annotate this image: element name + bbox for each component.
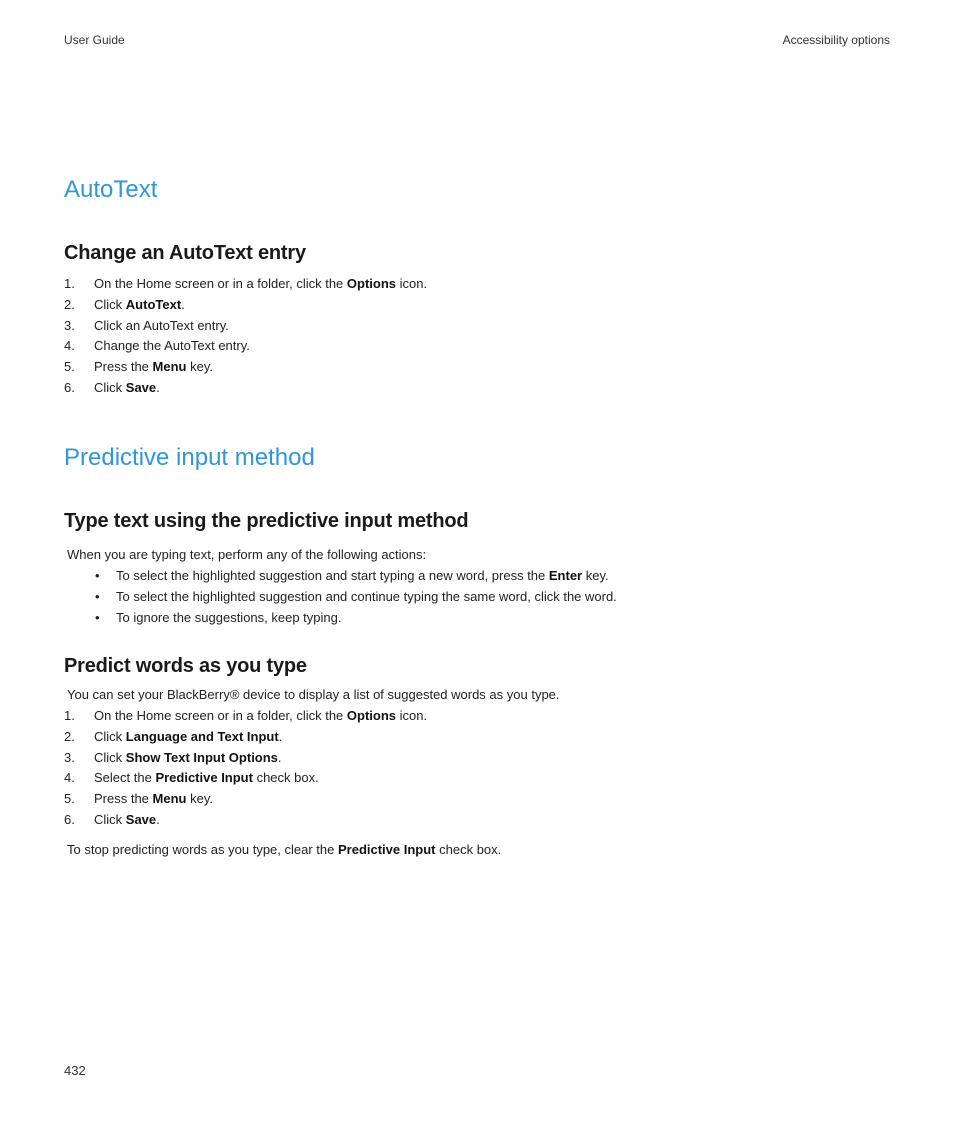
- list-item: [64, 810, 427, 831]
- step-text: On the Home screen or in a folder, click the: [94, 276, 347, 291]
- step-text-end: icon.: [396, 708, 428, 723]
- note-stop-predicting: [67, 840, 501, 861]
- step-bold-term: Language and Text Input: [125, 728, 279, 744]
- bullet-text-end: key.: [582, 568, 609, 583]
- step-text-end: .: [156, 379, 160, 395]
- step-bold-term: Menu: [152, 791, 187, 807]
- step-text: Press the: [94, 359, 153, 375]
- list-item: [64, 357, 427, 378]
- step-text: Click: [94, 379, 126, 395]
- step-text-end: .: [156, 811, 160, 827]
- step-bold-term: Options: [346, 708, 397, 723]
- list-item: [64, 295, 427, 316]
- step-text: Click: [94, 728, 126, 744]
- step-text: Change the AutoText entry.: [94, 338, 250, 354]
- step-bold-term: Options: [346, 276, 397, 291]
- step-number: 6.: [64, 811, 75, 827]
- list-item: [64, 706, 427, 727]
- heading-autotext: AutoText: [64, 176, 158, 203]
- running-header-section: Accessibility options: [782, 33, 890, 47]
- list-item: [64, 378, 427, 399]
- step-text-end: check box.: [252, 770, 319, 786]
- page-number: 432: [64, 1063, 86, 1078]
- bullet-icon: •: [95, 609, 100, 625]
- step-text-end: icon.: [396, 276, 428, 291]
- note-bold: Predictive Input: [337, 842, 436, 857]
- step-text-end: .: [277, 749, 282, 765]
- list-item: [64, 789, 427, 810]
- list-item: [95, 587, 617, 608]
- bullet-bold-term: Enter: [548, 568, 583, 583]
- step-number: 4.: [64, 338, 75, 354]
- list-item: [64, 727, 427, 748]
- step-number: 5.: [64, 791, 75, 807]
- note-text-end: check box.: [435, 842, 502, 857]
- intro-predict-words: You can set your BlackBerry® device to display a list of suggested words as you type.: [67, 687, 560, 702]
- steps-change-autotext: [64, 274, 427, 399]
- step-number: 2.: [64, 296, 75, 312]
- step-text: Press the: [94, 791, 153, 807]
- heading-predictive-input-method: Predictive input method: [64, 444, 315, 471]
- running-header-title: User Guide: [64, 33, 125, 47]
- list-item: [95, 566, 617, 587]
- list-item: [64, 274, 427, 295]
- intro-type-text: When you are typing text, perform any of the following actions:: [67, 547, 427, 562]
- step-text: Click: [94, 811, 126, 827]
- bullet-text: To select the highlighted suggestion and start typing a new word, press the: [116, 568, 549, 583]
- step-number: 5.: [64, 359, 75, 375]
- heading-type-text-predictive: Type text using the predictive input method: [64, 510, 469, 532]
- step-number: 1.: [64, 276, 75, 291]
- step-bold-term: Predictive Input: [155, 770, 253, 786]
- step-bold-term: Show Text Input Options: [125, 749, 278, 765]
- bullet-text: To select the highlighted suggestion and continue typing the same word, click the word.: [116, 588, 617, 604]
- heading-change-autotext-entry: Change an AutoText entry: [64, 242, 306, 264]
- list-item: [64, 336, 427, 357]
- step-bold-term: Save: [125, 811, 157, 827]
- bullet-text: To ignore the suggestions, keep typing.: [116, 609, 342, 625]
- step-text-end: key.: [186, 359, 213, 375]
- step-number: 3.: [64, 317, 75, 333]
- step-number: 1.: [64, 708, 75, 723]
- step-text: Click: [94, 749, 126, 765]
- list-item: [64, 748, 427, 769]
- actions-list: [95, 566, 617, 628]
- steps-predict-words: [64, 706, 427, 831]
- step-text: Click an AutoText entry.: [94, 317, 229, 333]
- list-item: [64, 316, 427, 337]
- step-text: On the Home screen or in a folder, click the: [94, 708, 347, 723]
- step-number: 3.: [64, 749, 75, 765]
- step-text: Click: [94, 296, 126, 312]
- bullet-icon: •: [95, 588, 100, 604]
- step-text-end: .: [278, 728, 283, 744]
- step-number: 2.: [64, 728, 75, 744]
- heading-predict-words: Predict words as you type: [64, 655, 307, 677]
- step-number: 4.: [64, 770, 75, 786]
- step-text: Select the: [94, 770, 156, 786]
- step-bold-term: AutoText: [125, 296, 182, 312]
- bullet-icon: •: [95, 568, 100, 583]
- step-number: 6.: [64, 379, 75, 395]
- step-bold-term: Menu: [152, 359, 187, 375]
- list-item: [95, 608, 617, 629]
- step-bold-term: Save: [125, 379, 157, 395]
- step-text-end: .: [181, 296, 185, 312]
- step-text-end: key.: [186, 791, 213, 807]
- list-item: [64, 768, 427, 789]
- note-text: To stop predicting words as you type, clear the: [67, 842, 338, 857]
